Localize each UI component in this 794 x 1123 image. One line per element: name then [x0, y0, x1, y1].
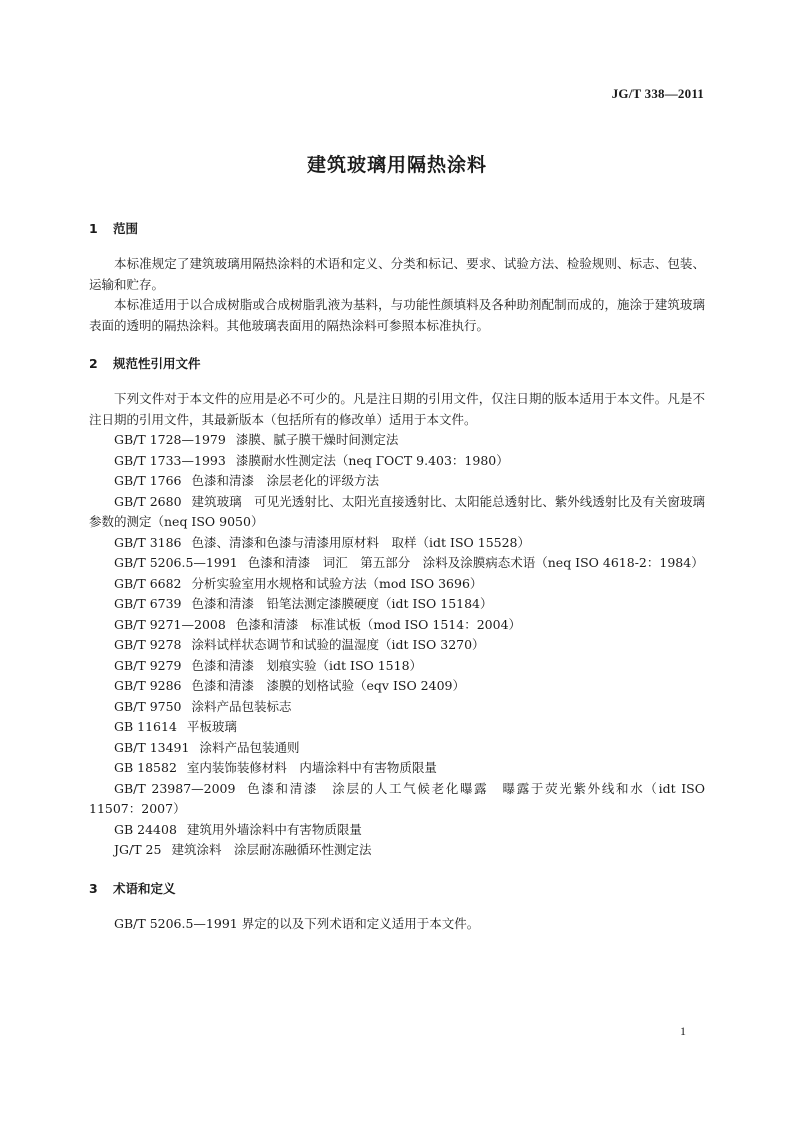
reference-title: 室内装饰装修材料 内墙涂料中有害物质限量 — [186, 760, 437, 775]
terms-intro: GB/T 5206.5—1991 界定的以及下列术语和定义适用于本文件。 — [114, 915, 480, 931]
reference-code: GB/T 9278 — [114, 637, 182, 652]
reference-item — [89, 738, 705, 759]
reference-list — [89, 430, 705, 861]
reference-item — [89, 492, 705, 533]
reference-code: GB/T 1733—1993 — [114, 452, 226, 468]
section-terms — [89, 880, 705, 935]
section-normative-references — [89, 355, 705, 861]
reference-item — [89, 553, 705, 574]
reference-item — [89, 574, 705, 595]
reference-code: GB/T 13491 — [114, 739, 190, 755]
reference-item — [89, 635, 705, 656]
reference-title: 建筑用外墙涂料中有害物质限量 — [186, 821, 362, 837]
reference-title: 涂料产品包装标志 — [191, 698, 292, 714]
reference-title: 分析实验室用水规格和试验方法（mod ISO 3696） — [191, 575, 483, 591]
reference-title: 漆膜耐水性测定法（neq ГОСТ 9.403：1980） — [235, 452, 509, 468]
standard-code: JG/T 338—2011 — [611, 86, 704, 101]
reference-item — [89, 820, 705, 841]
reference-code: JG/T 25 — [114, 842, 162, 857]
reference-item — [89, 779, 705, 820]
reference-title: 色漆和清漆 涂层的人工气候老化曝露 曝露于荧光紫外线和水（idt ISO 11507：2007） — [89, 780, 705, 816]
reference-title: 平板玻璃 — [186, 719, 237, 734]
section-scope — [89, 220, 705, 336]
reference-title: 色漆和清漆 涂层老化的评级方法 — [191, 473, 380, 488]
reference-item — [89, 656, 705, 677]
reference-item — [89, 717, 705, 738]
page-number: 1 — [680, 1024, 686, 1038]
reference-code: GB/T 9750 — [114, 698, 182, 714]
section-heading-normative-references — [89, 355, 705, 373]
section-number: 1 — [89, 221, 98, 236]
reference-title: 色漆、清漆和色漆与清漆用原材料 取样（idt ISO 15528） — [191, 534, 530, 550]
reference-title: 色漆和清漆 铅笔法测定漆膜硬度（idt ISO 15184） — [191, 596, 493, 611]
reference-item — [89, 676, 705, 697]
reference-code: GB/T 3186 — [114, 534, 182, 550]
reference-code: GB 18582 — [114, 760, 177, 775]
reference-title: 色漆和清漆 标准试板（mod ISO 1514：2004） — [235, 616, 522, 632]
scope-paragraph: 本标准规定了建筑玻璃用隔热涂料的术语和定义、分类和标记、要求、试验方法、检验规则、标志、包装、运输和贮存。 — [89, 256, 705, 292]
reference-code: GB/T 1728—1979 — [114, 432, 226, 447]
reference-title: 建筑玻璃 可见光透射比、太阳光直接透射比、太阳能总透射比、紫外线透射比及有关窗玻璃参数的测定（neq ISO 9050） — [89, 493, 705, 529]
reference-item — [89, 697, 705, 718]
document-title: 建筑玻璃用隔热涂料 — [306, 154, 487, 176]
reference-item — [89, 451, 705, 472]
reference-code: GB/T 5206.5—1991 — [114, 555, 238, 570]
reference-item — [89, 758, 705, 779]
reference-code: GB 24408 — [114, 821, 177, 837]
reference-title: 漆膜、腻子膜干燥时间测定法 — [235, 432, 399, 447]
reference-code: GB/T 2680 — [114, 493, 182, 509]
section-number: 2 — [89, 356, 98, 371]
section-heading-terms — [89, 880, 705, 898]
section-title: 术语和定义 — [113, 880, 176, 896]
section-title: 规范性引用文件 — [113, 356, 201, 371]
scope-paragraph: 本标准适用于以合成树脂或合成树脂乳液为基料，与功能性颜填料及各种助剂配制而成的，施涂于建筑玻璃表面的透明的隔热涂料。其他玻璃表面用的隔热涂料可参照本标准执行。 — [89, 297, 705, 333]
reference-item — [89, 533, 705, 554]
reference-title: 建筑涂料 涂层耐冻融循环性测定法 — [171, 842, 372, 857]
reference-item — [89, 840, 705, 861]
document-body — [89, 220, 705, 934]
reference-title: 色漆和清漆 划痕实验（idt ISO 1518） — [191, 657, 423, 673]
reference-title: 色漆和清漆 词汇 第五部分 涂料及涂膜病态术语（neq ISO 4618-2：1984） — [247, 555, 704, 570]
reference-title: 色漆和清漆 漆膜的划格试验（eqv ISO 2409） — [191, 678, 465, 693]
reference-item — [89, 430, 705, 451]
reference-code: GB/T 23987—2009 — [114, 780, 236, 796]
reference-title: 涂料产品包装通则 — [199, 739, 300, 755]
reference-code: GB/T 1766 — [114, 473, 182, 488]
section-number: 3 — [89, 880, 98, 896]
reference-title: 涂料试样状态调节和试验的温湿度（idt ISO 3270） — [191, 637, 485, 652]
reference-code: GB/T 9279 — [114, 657, 182, 673]
reference-item — [89, 594, 705, 615]
reference-code: GB/T 9271—2008 — [114, 616, 226, 632]
reference-code: GB 11614 — [114, 719, 177, 734]
reference-code: GB/T 9286 — [114, 678, 182, 693]
reference-code: GB/T 6739 — [114, 596, 182, 611]
references-intro: 下列文件对于本文件的应用是必不可少的。凡是注日期的引用文件，仅注日期的版本适用于本文件。凡是不注日期的引用文件，其最新版本（包括所有的修改单）适用于本文件。 — [89, 391, 705, 427]
reference-item — [89, 471, 705, 492]
reference-code: GB/T 6682 — [114, 575, 182, 591]
section-heading-scope — [89, 220, 705, 238]
section-title: 范围 — [113, 221, 139, 236]
reference-item — [89, 615, 705, 636]
